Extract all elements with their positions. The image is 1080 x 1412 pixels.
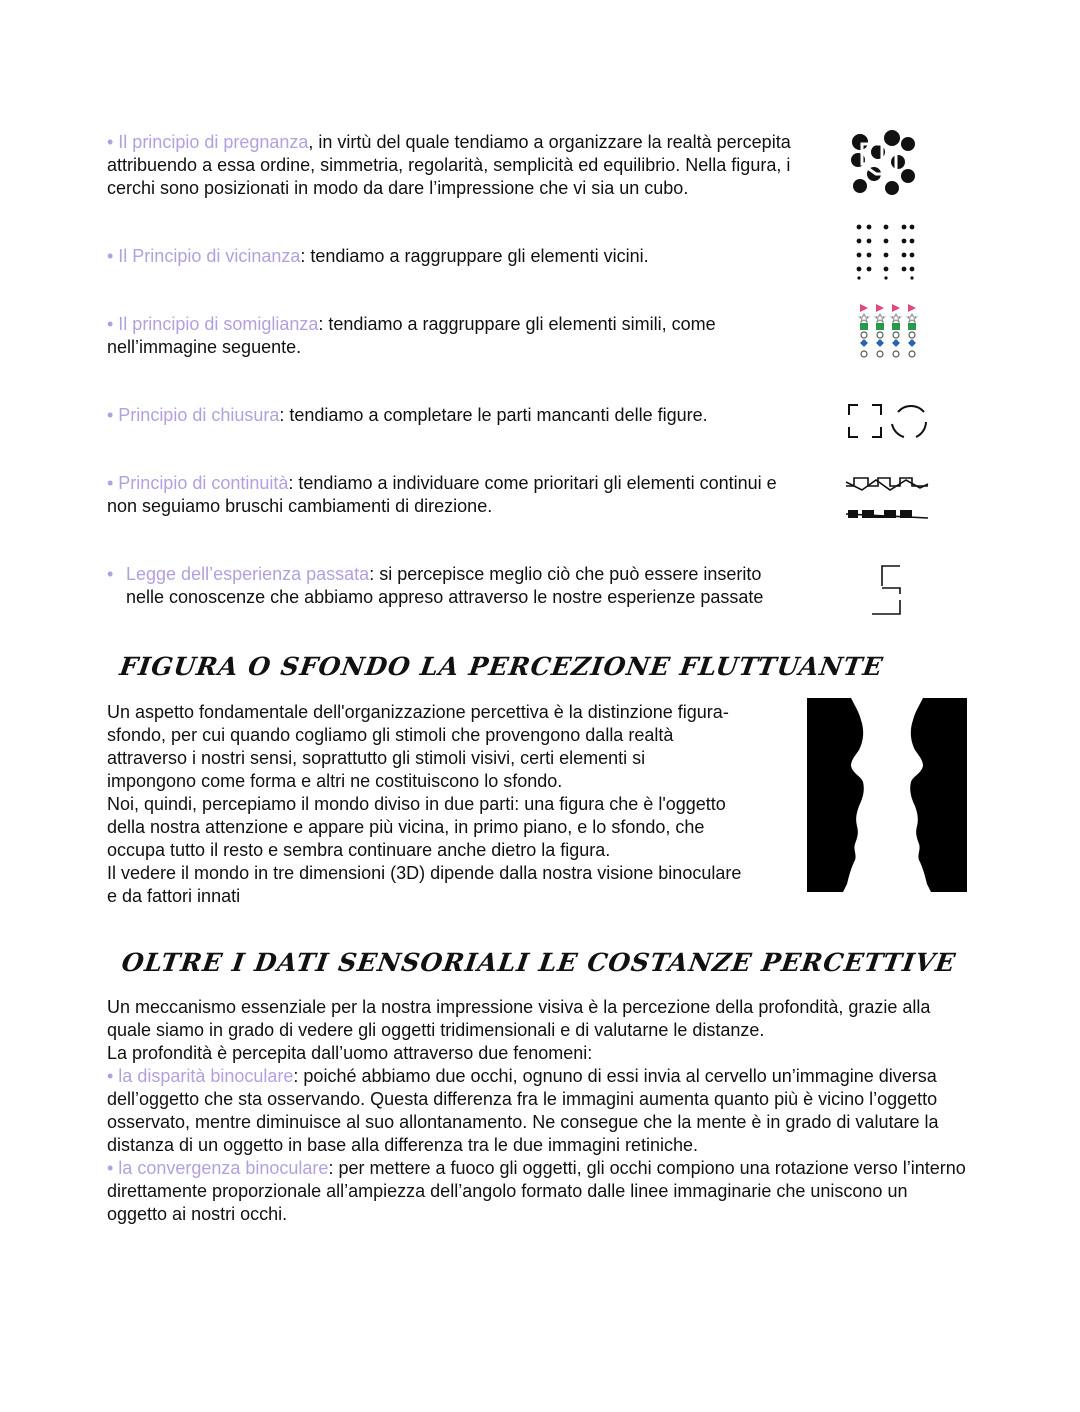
lead-paragraph: La profondità è percepita dall’uomo attraverso due fenomeni: bbox=[107, 1043, 593, 1063]
text-line: sfondo, per cui quando cogliamo gli stimoli che provengono dalla realtà bbox=[107, 725, 674, 745]
section-heading-oltre: OLTRE I DATI SENSORIALI LE COSTANZE PERCETTIVE bbox=[119, 948, 958, 977]
principle-text: : tendiamo a raggruppare gli elementi simili, come nell’immagine seguente. bbox=[107, 314, 716, 357]
text-line: e da fattori innati bbox=[107, 886, 241, 906]
principle-title: • Principio di continuità bbox=[107, 473, 289, 493]
principle-text: , in virtù del quale tendiamo a organizzare la realtà percepita attribuendo a essa ordine, simmetria, regolarità, semplicità ed equilibrio. Nella figura, i cerchi sono posizionati in modo da dare l’impressione che vi sia un cubo. bbox=[107, 132, 791, 198]
item-text: : poiché abbiamo due occhi, ognuno di essi invia al cervello un’immagine diversa dell’oggetto che sta osservando. Questa differenza fra le immagini aumenta quanto più è vicino l’oggetto osservato, mentre diminuisce al suo allontanamento. Ne consegue che la mente è in grado di valutare la distanza di un oggetto in base alla differenza tra le due immagini retiniche. bbox=[107, 1066, 939, 1155]
convergenza-paragraph bbox=[107, 1157, 967, 1226]
text-line: Il vedere il mondo in tre dimensioni (3D) dipende dalla nostra visione binoculare bbox=[107, 863, 742, 883]
principle-title: Legge dell’esperienza passata bbox=[126, 564, 370, 584]
principle-title: • Il principio di somiglianza bbox=[107, 314, 319, 334]
somiglianza-shapes-icon bbox=[858, 302, 918, 360]
intro-paragraph: Un meccanismo essenziale per la nostra impressione visiva è la percezione della profondità, grazie alla quale siamo in grado di vedere gli oggetti tridimensionali e di valutarne le distanze. bbox=[107, 997, 931, 1040]
text-line: occupa tutto il resto e sembra continuare anche dietro la figura. bbox=[107, 840, 611, 860]
principle-somiglianza bbox=[107, 313, 807, 359]
principle-title: • Il principio di pregnanza bbox=[107, 132, 309, 152]
text-line: impongono come forma e altri ne costituiscono lo sfondo. bbox=[107, 771, 563, 791]
vicinanza-dots-icon bbox=[854, 222, 918, 282]
section-body-figura bbox=[107, 701, 797, 908]
item-title: • la disparità binoculare bbox=[107, 1066, 294, 1086]
principle-chiusura bbox=[107, 404, 817, 427]
esperienza-letter-icon bbox=[868, 562, 908, 618]
pregnanza-cube-icon bbox=[848, 130, 920, 198]
principle-continuita bbox=[107, 472, 797, 518]
principle-title: • Principio di chiusura bbox=[107, 405, 280, 425]
chiusura-shapes-icon bbox=[846, 402, 930, 442]
principle-text: : tendiamo a raggruppare gli elementi vicini. bbox=[300, 246, 649, 266]
text-line: attraverso i nostri sensi, soprattutto gli stimoli visivi, certi elementi si bbox=[107, 748, 646, 768]
text-line: della nostra attenzione e appare più vicina, in primo piano, e lo sfondo, che bbox=[107, 817, 705, 837]
text-line: Un aspetto fondamentale dell'organizzazione percettiva è la distinzione figura- bbox=[107, 702, 729, 722]
principle-body bbox=[126, 563, 787, 609]
principle-bullet: • bbox=[107, 564, 114, 584]
principle-text: : si percepisce meglio ciò che può essere inserito nelle conoscenze che abbiamo appreso attraverso le nostre esperienze passate bbox=[126, 564, 764, 607]
principle-vicinanza bbox=[107, 245, 817, 268]
text-line: Noi, quindi, percepiamo il mondo diviso in due parti: una figura che è l'oggetto bbox=[107, 794, 726, 814]
item-text: : per mettere a fuoco gli oggetti, gli occhi compiono una rotazione verso l’interno direttamente proporzionale all’ampiezza dell’angolo formato dalle linee immaginarie che uniscono un oggetto ai nostri occhi. bbox=[107, 1158, 966, 1224]
principle-esperienza bbox=[107, 563, 787, 609]
principle-text: : tendiamo a individuare come prioritari gli elementi continui e non seguiamo bruschi cambiamenti di direzione. bbox=[107, 473, 777, 516]
principle-text: : tendiamo a completare le parti mancanti delle figure. bbox=[279, 405, 708, 425]
section-heading-figura: FIGURA O SFONDO LA PERCEZIONE FLUTTUANTE bbox=[117, 652, 886, 681]
continuita-lines-icon bbox=[844, 474, 930, 526]
principle-title: • Il Principio di vicinanza bbox=[107, 246, 301, 266]
rubin-vase-icon bbox=[807, 698, 967, 892]
disparita-paragraph bbox=[107, 1065, 967, 1157]
item-title: • la convergenza binoculare bbox=[107, 1158, 329, 1178]
principle-pregnanza bbox=[107, 131, 817, 200]
section-body-oltre bbox=[107, 996, 967, 1226]
